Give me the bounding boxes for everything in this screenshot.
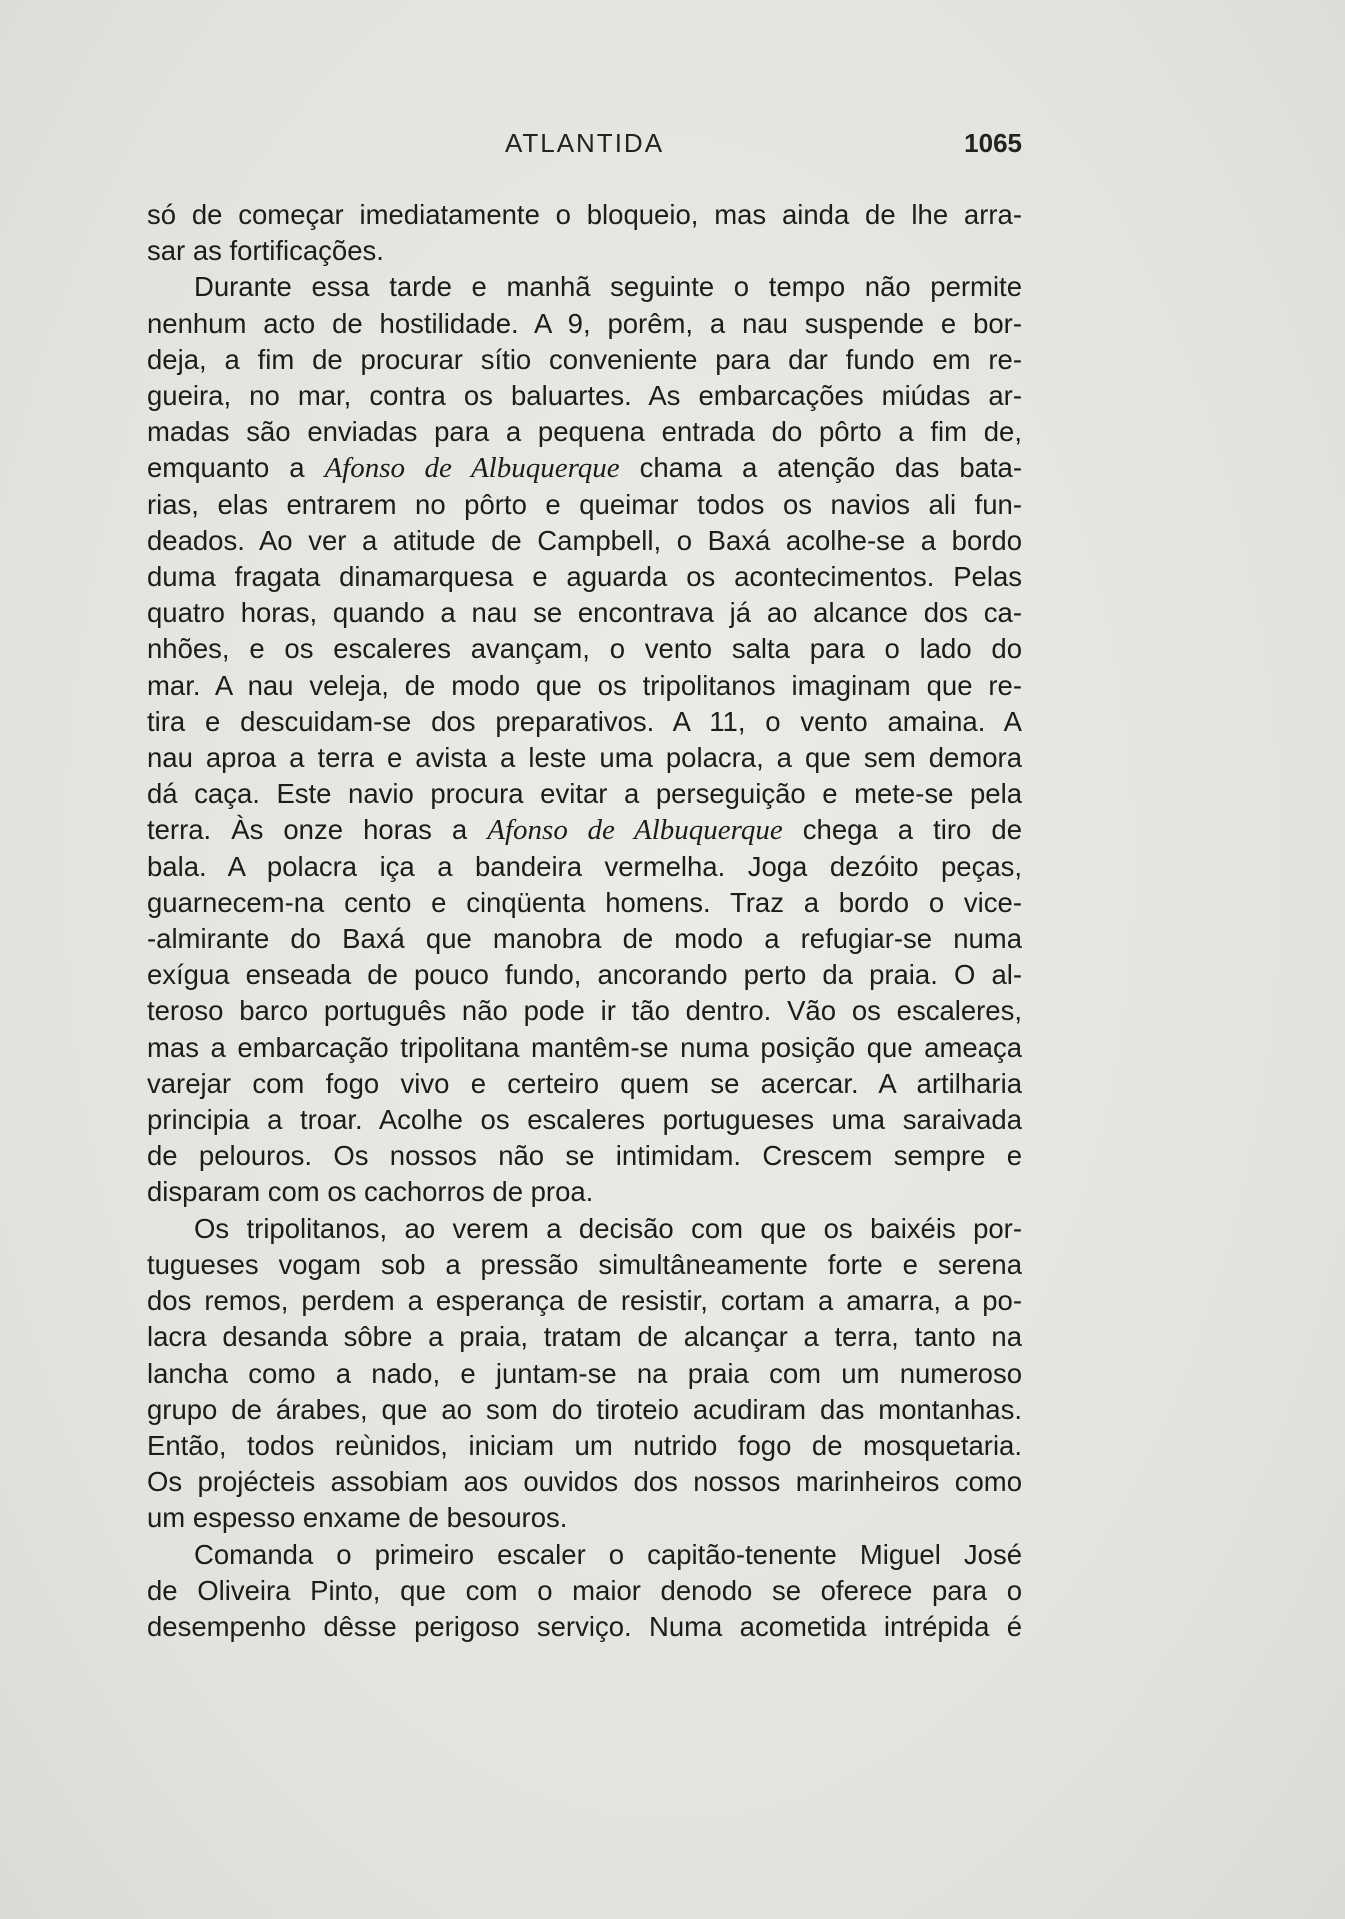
text-run: lancha como a nado, e juntam-se na praia com um numeroso <box>147 1357 1022 1389</box>
text-run: terra. Às onze horas a <box>147 814 488 846</box>
text-run: tugueses vogam sob a pressão simultâneamente forte e serena <box>147 1248 1022 1280</box>
text-line <box>147 1392 1022 1428</box>
text-run: Os tripolitanos, ao verem a decisão com que os baixéis por- <box>194 1212 1022 1244</box>
running-title: ATLANTIDA <box>504 128 665 158</box>
text-line <box>147 269 1022 305</box>
text-run: mar. A nau veleja, de modo que os tripolitanos imaginam que re- <box>147 669 1022 701</box>
text-run: Durante essa tarde e manhã seguinte o tempo não permite <box>194 271 1022 303</box>
text-run: grupo de árabes, que ao som do tiroteio acudiram das montanhas. <box>147 1393 1022 1425</box>
text-line <box>147 1319 1022 1355</box>
text-run: mas a embarcação tripolitana mantêm-se numa posição que ameaça <box>147 1031 1022 1063</box>
text-run: -almirante do Baxá que manobra de modo a refugiar-se numa <box>147 923 1022 955</box>
text-run: quatro horas, quando a nau se encontrava já ao alcance dos ca- <box>147 597 1022 629</box>
text-run: Os projécteis assobiam aos ouvidos dos nossos marinheiros como <box>147 1466 1022 1498</box>
text-line <box>147 1102 1022 1138</box>
text-line <box>147 704 1022 740</box>
text-line <box>147 740 1022 776</box>
text-line <box>147 957 1022 993</box>
text-line <box>147 1283 1022 1319</box>
paragraph <box>147 1537 1022 1646</box>
text-line <box>147 450 1022 486</box>
text-run: varejar com fogo vivo e certeiro quem se acercar. A artilharia <box>147 1067 1022 1099</box>
text-run: dá caça. Este navio procura evitar a perseguição e mete-se pela <box>147 778 1022 810</box>
text-line <box>147 306 1022 342</box>
text-run: madas são enviadas para a pequena entrada do pôrto a fim de, <box>147 416 1022 448</box>
text-run: bala. A polacra iça a bandeira vermelha. Joga dezóito peças, <box>147 850 1022 882</box>
text-line <box>147 1211 1022 1247</box>
text-line <box>147 1174 1022 1210</box>
text-line <box>147 1356 1022 1392</box>
text-line <box>147 993 1022 1029</box>
text-line <box>147 1573 1022 1609</box>
text-run: um espesso enxame de besouros. <box>147 1502 568 1534</box>
text-run: nenhum acto de hostilidade. A 9, porêm, a nau suspende e bor- <box>147 307 1022 339</box>
text-line <box>147 1247 1022 1283</box>
text-line <box>147 849 1022 885</box>
text-line <box>147 1428 1022 1464</box>
text-run: principia a troar. Acolhe os escaleres portugueses uma saraivada <box>147 1104 1022 1136</box>
text-line <box>147 1138 1022 1174</box>
text-line <box>147 414 1022 450</box>
text-line <box>147 668 1022 704</box>
text-run: nhões, e os escaleres avançam, o vento salta para o lado do <box>147 633 1022 665</box>
text-run: sar as fortificações. <box>147 235 384 267</box>
text-line <box>147 595 1022 631</box>
running-header <box>147 128 1022 164</box>
text-run: disparam com os cachorros de proa. <box>147 1176 594 1208</box>
text-run: guarnecem-na cento e cinqüenta homens. Traz a bordo o vice- <box>147 886 1022 918</box>
text-run: chama a atenção das bata- <box>619 452 1022 484</box>
text-line <box>147 921 1022 957</box>
text-run: deja, a fim de procurar sítio conveniente para dar fundo em re- <box>147 343 1022 375</box>
text-line <box>147 559 1022 595</box>
text-run: só de começar imediatamente o bloqueio, mas ainda de lhe arra- <box>147 199 1022 230</box>
text-run: dos remos, perdem a esperança de resistir, cortam a amarra, a po- <box>147 1285 1022 1317</box>
text-line <box>147 1464 1022 1500</box>
text-run: tira e descuidam-se dos preparativos. A 11, o vento amaina. A <box>147 705 1022 737</box>
text-run: deados. Ao ver a atitude de Campbell, o Baxá acolhe-se a bordo <box>147 524 1022 556</box>
text-run: duma fragata dinamarquesa e aguarda os acontecimentos. Pelas <box>147 561 1022 593</box>
text-line <box>147 631 1022 667</box>
ship-name-italic: Afonso de Albuquerque <box>487 814 783 847</box>
text-run: gueira, no mar, contra os baluartes. As embarcações miúdas ar- <box>147 380 1022 412</box>
paragraph <box>147 1211 1022 1537</box>
page-number: 1065 <box>964 128 1022 158</box>
text-run: exígua enseada de pouco fundo, ancorando perto da praia. O al- <box>147 959 1022 991</box>
body-text <box>147 197 1022 1645</box>
text-run: emquanto a <box>147 452 325 484</box>
text-line <box>147 812 1022 848</box>
text-line <box>147 885 1022 921</box>
text-line <box>147 523 1022 559</box>
text-run: lacra desanda sôbre a praia, tratam de alcançar a terra, tanto na <box>147 1321 1022 1353</box>
text-run: de Oliveira Pinto, que com o maior denodo se oferece para o <box>147 1574 1022 1606</box>
text-run: Então, todos reùnidos, iniciam um nutrido fogo de mosquetaria. <box>147 1429 1022 1461</box>
text-run: desempenho dêsse perigoso serviço. Numa acometida intrépida é <box>147 1610 1022 1642</box>
paragraph <box>147 269 1022 1210</box>
text-line <box>147 1066 1022 1102</box>
text-run: chega a tiro de <box>782 814 1022 846</box>
text-run: nau aproa a terra e avista a leste uma polacra, a que sem demora <box>147 742 1022 774</box>
ship-name-italic: Afonso de Albuquerque <box>324 452 620 485</box>
text-line <box>147 342 1022 378</box>
text-line <box>147 487 1022 523</box>
text-run: rias, elas entrarem no pôrto e queimar todos os navios ali fun- <box>147 488 1022 520</box>
text-run: de pelouros. Os nossos não se intimidam. Crescem sempre e <box>147 1140 1022 1172</box>
text-run: teroso barco português não pode ir tão dentro. Vão os escaleres, <box>147 995 1022 1027</box>
paragraph <box>147 197 1022 269</box>
text-line <box>147 378 1022 414</box>
text-line <box>147 1030 1022 1066</box>
text-line <box>147 197 1022 233</box>
text-line <box>147 776 1022 812</box>
text-line <box>147 1537 1022 1573</box>
text-line <box>147 1500 1022 1536</box>
text-run: Comanda o primeiro escaler o capitão-tenente Miguel José <box>194 1538 1022 1570</box>
text-line <box>147 1609 1022 1645</box>
text-line <box>147 233 1022 269</box>
